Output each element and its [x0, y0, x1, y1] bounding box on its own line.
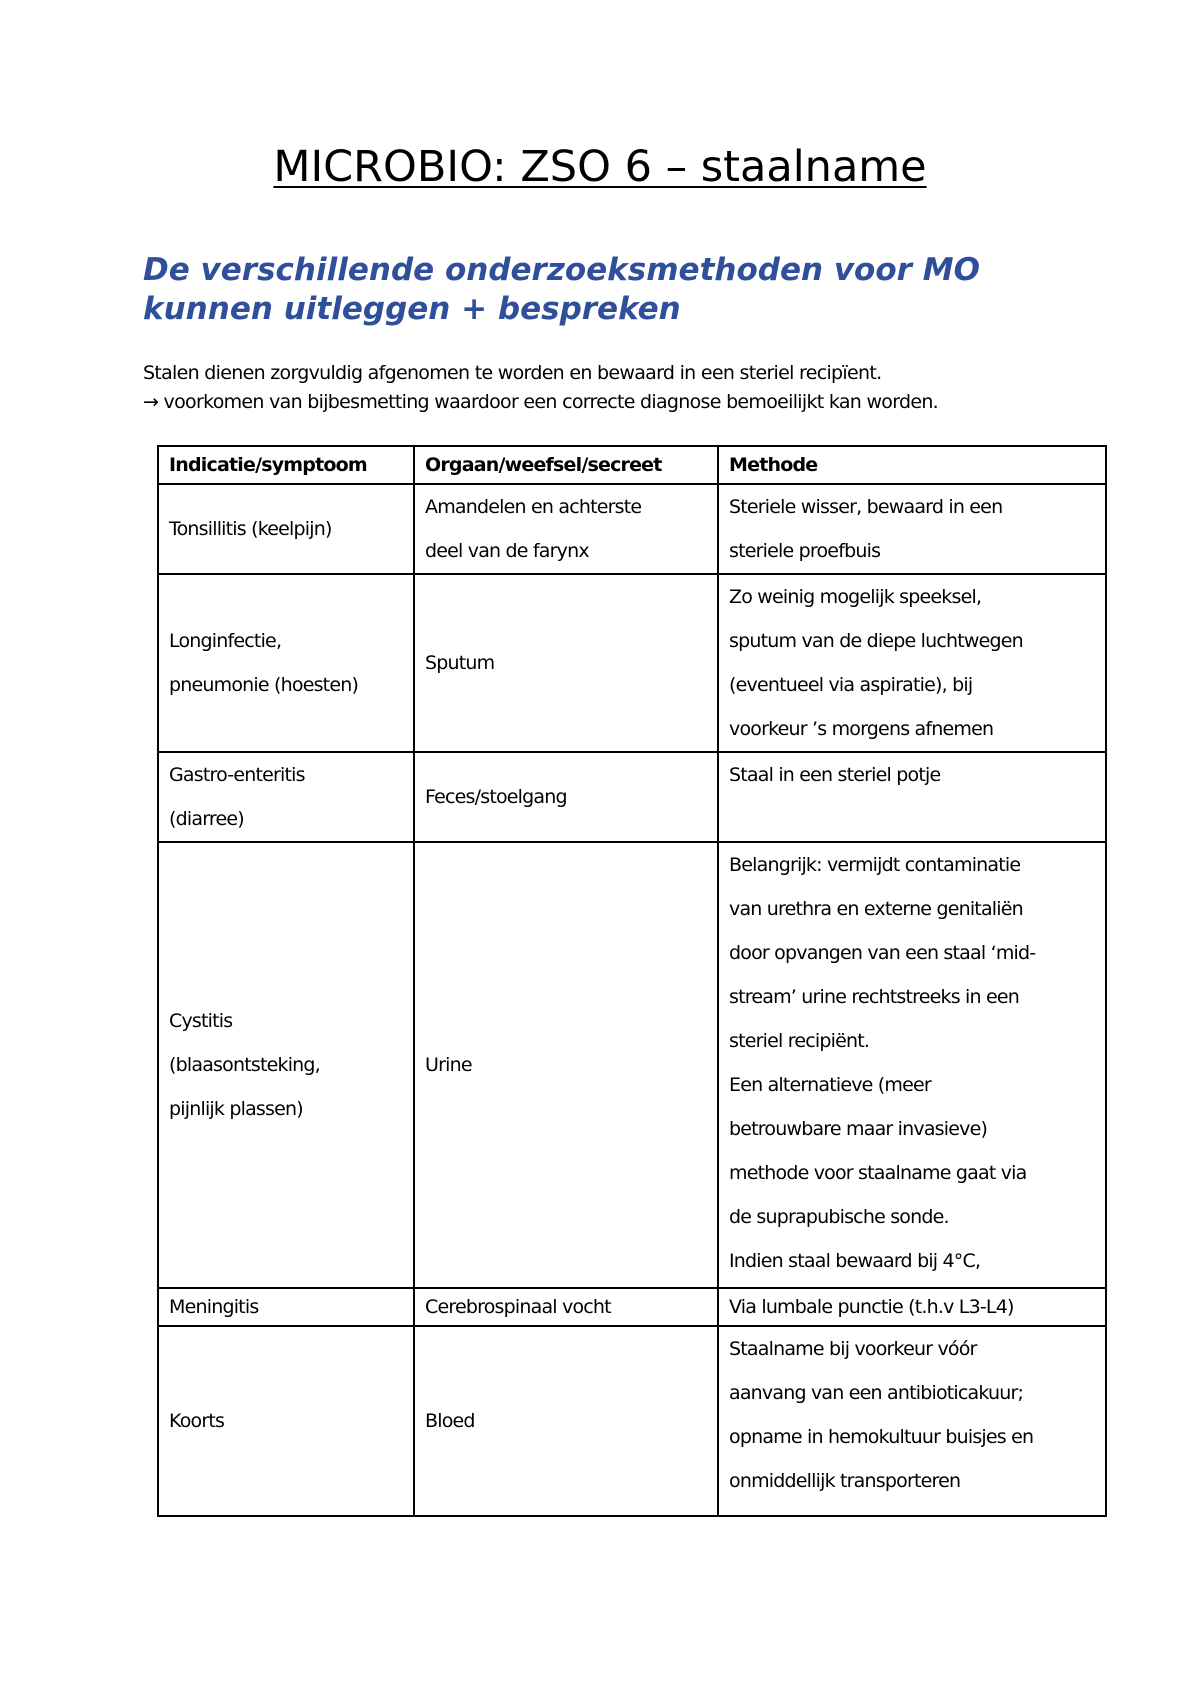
- cell-line: Staal in een steriel potje: [729, 764, 941, 786]
- table-cell-orgaan: [414, 1326, 718, 1516]
- table-cell-orgaan: [414, 842, 718, 1288]
- staalname-table: [157, 445, 1107, 1517]
- table-cell-indicatie: [158, 752, 414, 842]
- cell-line: stream’ urine rechtstreeks in een: [729, 986, 1020, 1008]
- table-cell-indicatie: [158, 484, 414, 574]
- cell-line: Amandelen en achterste: [425, 496, 642, 518]
- cell-line: door opvangen van een staal ‘mid-: [729, 942, 1036, 964]
- cell-line: Urine: [425, 1054, 472, 1076]
- table-cell-orgaan: [414, 1288, 718, 1326]
- cell-line: Meningitis: [169, 1296, 259, 1318]
- header-orgaan: Orgaan/weefsel/secreet: [414, 446, 718, 484]
- cell-line: (eventueel via aspiratie), bij: [729, 674, 973, 696]
- cell-line: onmiddellijk transporteren: [729, 1470, 961, 1492]
- cell-line: aanvang van een antibioticakuur;: [729, 1382, 1024, 1404]
- cell-line: Staalname bij voorkeur vóór: [729, 1338, 977, 1360]
- cell-line: Via lumbale punctie (t.h.v L3-L4): [729, 1296, 1014, 1318]
- cell-line: betrouwbare maar invasieve): [729, 1118, 988, 1140]
- section-heading: [143, 251, 1093, 329]
- cell-line: Steriele wisser, bewaard in een: [729, 496, 1003, 518]
- cell-line: Gastro-enteritis: [169, 764, 305, 786]
- cell-line: (blaasontsteking,: [169, 1054, 320, 1076]
- cell-line: Koorts: [169, 1410, 225, 1432]
- table-cell-methode: [718, 1326, 1106, 1516]
- table-cell-orgaan: [414, 752, 718, 842]
- cell-line: Een alternatieve (meer: [729, 1074, 931, 1096]
- cell-line: Cerebrospinaal vocht: [425, 1296, 611, 1318]
- cell-line: methode voor staalname gaat via: [729, 1162, 1027, 1184]
- intro-line-1: Stalen dienen zorgvuldig afgenomen te worden en bewaard in een steriel recipïent.: [143, 362, 882, 384]
- table-cell-methode: [718, 752, 1106, 842]
- table-cell-indicatie: [158, 574, 414, 752]
- table-row: [158, 842, 1106, 1288]
- cell-line: opname in hemokultuur buisjes en: [729, 1426, 1034, 1448]
- cell-line: steriele proefbuis: [729, 540, 881, 562]
- header-indicatie: Indicatie/symptoom: [158, 446, 414, 484]
- page-title: MICROBIO: ZSO 6 – staalname: [273, 142, 927, 192]
- cell-line: Cystitis: [169, 1010, 233, 1032]
- table-header-row: [158, 446, 1106, 484]
- cell-line: steriel recipiënt.: [729, 1030, 870, 1052]
- table-body: [158, 484, 1106, 1516]
- table-cell-methode: [718, 842, 1106, 1288]
- cell-line: Bloed: [425, 1410, 475, 1432]
- cell-line: voorkeur ’s morgens afnemen: [729, 718, 994, 740]
- table-cell-methode: [718, 484, 1106, 574]
- table-row: [158, 1326, 1106, 1516]
- table-cell-indicatie: [158, 1288, 414, 1326]
- section-heading-line-1: De verschillende onderzoeksmethoden voor MO: [143, 252, 980, 288]
- cell-line: pijnlijk plassen): [169, 1098, 303, 1120]
- cell-line: Belangrijk: vermijdt contaminatie: [729, 854, 1021, 876]
- cell-line: Indien staal bewaard bij 4°C,: [729, 1250, 981, 1272]
- table-cell-orgaan: [414, 484, 718, 574]
- table-cell-methode: [718, 1288, 1106, 1326]
- table-cell-indicatie: [158, 1326, 414, 1516]
- table-cell-methode: [718, 574, 1106, 752]
- intro-line-2: → voorkomen van bijbesmetting waardoor een correcte diagnose bemoeilijkt kan worden.: [143, 391, 939, 413]
- cell-line: Feces/stoelgang: [425, 786, 567, 808]
- cell-line: de suprapubische sonde.: [729, 1206, 949, 1228]
- cell-line: deel van de farynx: [425, 540, 589, 562]
- table-row: [158, 484, 1106, 574]
- cell-line: Sputum: [425, 652, 495, 674]
- table-row: [158, 574, 1106, 752]
- cell-line: Longinfectie,: [169, 630, 282, 652]
- table-row: [158, 1288, 1106, 1326]
- header-methode: Methode: [718, 446, 1106, 484]
- cell-line: Zo weinig mogelijk speeksel,: [729, 586, 982, 608]
- table-cell-indicatie: [158, 842, 414, 1288]
- table-row: [158, 752, 1106, 842]
- section-heading-line-2: kunnen uitleggen + bespreken: [143, 291, 681, 327]
- intro-paragraph: [143, 359, 1143, 417]
- cell-line: Tonsillitis (keelpijn): [169, 518, 332, 540]
- cell-line: (diarree): [169, 808, 244, 830]
- cell-line: van urethra en externe genitaliën: [729, 898, 1023, 920]
- cell-line: sputum van de diepe luchtwegen: [729, 630, 1023, 652]
- table-cell-orgaan: [414, 574, 718, 752]
- cell-line: pneumonie (hoesten): [169, 674, 359, 696]
